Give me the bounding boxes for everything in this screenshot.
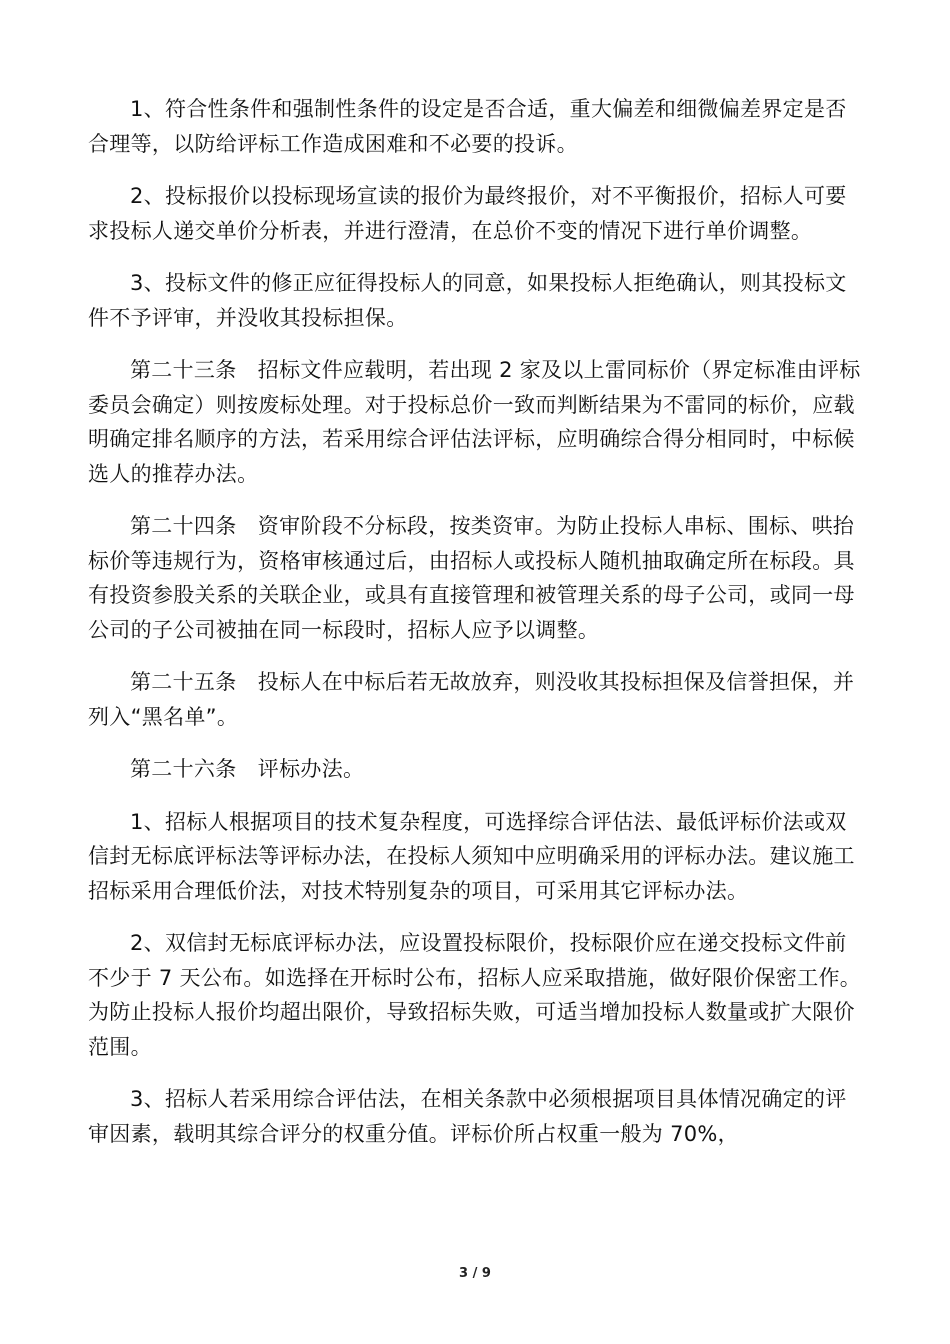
- paragraph-article-26: 第二十六条 评标办法。: [130, 757, 365, 781]
- paragraph-clause-2: 2、投标报价以投标现场宣读的报价为最终报价，对不平衡报价，招标人可要求投标人递交单价分析表，并进行澄清，在总价不变的情况下进行单价调整。: [88, 184, 847, 243]
- page-number: 3 / 9: [459, 1266, 491, 1281]
- document-body: [88, 92, 864, 1169]
- paragraph-article-25: 第二十五条 投标人在中标后若无故放弃，则没收其投标担保及信誉担保，并列入“黑名单”。: [88, 670, 855, 729]
- paragraph-clause-1: 1、符合性条件和强制性条件的设定是否合适，重大偏差和细微偏差界定是否合理等，以防给评标工作造成困难和不必要的投诉。: [88, 97, 847, 156]
- paragraph-clause-3: 3、投标文件的修正应征得投标人的同意，如果投标人拒绝确认，则其投标文件不予评审，并没收其投标担保。: [88, 271, 847, 330]
- paragraph-article-23: 第二十三条 招标文件应载明，若出现 2 家及以上雷同标价（界定标准由评标委员会确定）则按废标处理。对于投标总价一致而判断结果为不雷同的标价，应载明确定排名顺序的方法，若采用综合评估法评标，应明确综合得分相同时，中标候选人的推荐办法。: [88, 358, 861, 486]
- paragraph-evaluation-2: 2、双信封无标底评标办法，应设置投标限价，投标限价应在递交投标文件前不少于 7 天公布。如选择在开标时公布，招标人应采取措施，做好限价保密工作。为防止投标人报价均超出限价，导致招标失败，可适当增加投标人数量或扩大限价范围。: [88, 931, 862, 1059]
- paragraph-evaluation-3: 3、招标人若采用综合评估法，在相关条款中必须根据项目具体情况确定的评审因素，载明其综合评分的权重分值。评标价所占权重一般为 70%，: [88, 1087, 847, 1146]
- paragraph-article-24: 第二十四条 资审阶段不分标段，按类资审。为防止投标人串标、围标、哄抬标价等违规行为，资格审核通过后，由招标人或投标人随机抽取确定所在标段。具有投资参股关系的关联企业，或具有直接管理和被管理关系的母子公司，或同一母公司的子公司被抽在同一标段时，招标人应予以调整。: [88, 514, 855, 642]
- paragraph-evaluation-1: 1、招标人根据项目的技术复杂程度，可选择综合评估法、最低评标价法或双信封无标底评标法等评标办法，在投标人须知中应明确采用的评标办法。建议施工招标采用合理低价法，对技术特别复杂的项目，可采用其它评标办法。: [88, 809, 855, 903]
